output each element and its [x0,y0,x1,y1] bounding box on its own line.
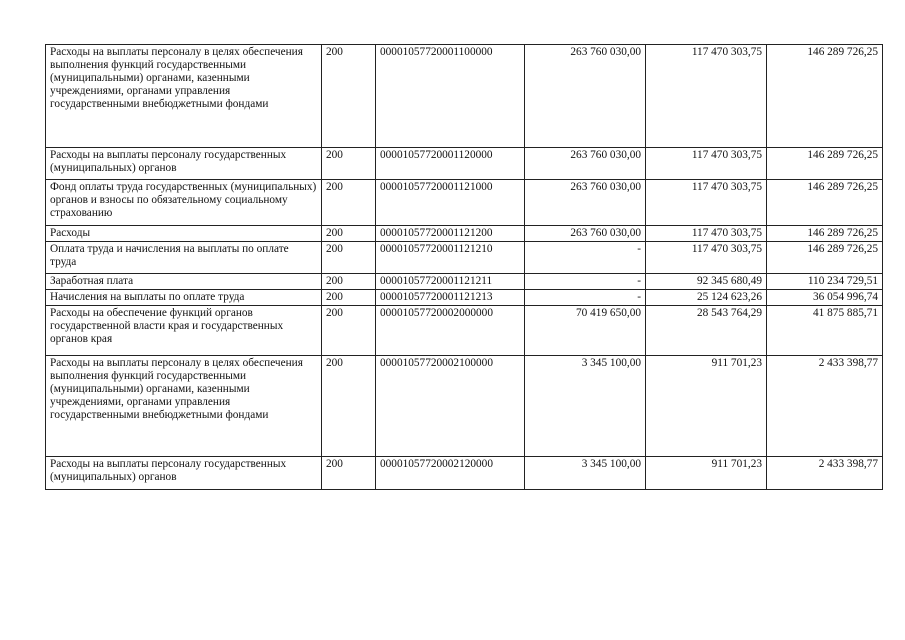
table-row [46,290,883,306]
row-approved: 263 760 030,00 [525,148,646,180]
table-row [46,242,883,274]
row-approved: 3 345 100,00 [525,356,646,457]
row-unexecuted: 146 289 726,25 [767,148,883,180]
row-unexecuted: 41 875 885,71 [767,306,883,356]
row-executed: 117 470 303,75 [646,45,767,148]
row-code: 200 [322,148,376,180]
row-name: Заработная плата [46,274,322,290]
row-kbk: 00001057720001121210 [376,242,525,274]
row-approved: 263 760 030,00 [525,180,646,226]
table-body [46,45,883,490]
row-name: Начисления на выплаты по оплате труда [46,290,322,306]
row-code: 200 [322,180,376,226]
row-kbk: 00001057720001121213 [376,290,525,306]
row-executed: 28 543 764,29 [646,306,767,356]
row-code: 200 [322,356,376,457]
row-kbk: 00001057720001121000 [376,180,525,226]
row-unexecuted: 2 433 398,77 [767,356,883,457]
table-row [46,274,883,290]
row-unexecuted: 2 433 398,77 [767,457,883,490]
row-executed: 911 701,23 [646,356,767,457]
row-kbk: 00001057720002120000 [376,457,525,490]
row-executed: 25 124 623,26 [646,290,767,306]
row-name: Расходы на обеспечение функций органов государственной власти края и государственных органов края [46,306,322,356]
row-code: 200 [322,457,376,490]
row-approved: - [525,290,646,306]
row-kbk: 00001057720001100000 [376,45,525,148]
row-name: Расходы [46,226,322,242]
row-executed: 911 701,23 [646,457,767,490]
row-unexecuted: 146 289 726,25 [767,242,883,274]
row-executed: 92 345 680,49 [646,274,767,290]
row-unexecuted: 36 054 996,74 [767,290,883,306]
row-executed: 117 470 303,75 [646,226,767,242]
row-code: 200 [322,290,376,306]
row-approved: 70 419 650,00 [525,306,646,356]
row-executed: 117 470 303,75 [646,148,767,180]
row-unexecuted: 110 234 729,51 [767,274,883,290]
row-approved: 3 345 100,00 [525,457,646,490]
row-name: Расходы на выплаты персоналу государственных (муниципальных) органов [46,457,322,490]
row-name: Оплата труда и начисления на выплаты по оплате труда [46,242,322,274]
row-name: Расходы на выплаты персоналу в целях обеспечения выполнения функций государственными (муниципальными) органами, казенными учреждениями, органами управления государственными внебюджетными фондами [46,356,322,457]
row-approved: 263 760 030,00 [525,226,646,242]
row-kbk: 00001057720001121211 [376,274,525,290]
row-unexecuted: 146 289 726,25 [767,180,883,226]
table-row [46,356,883,457]
row-kbk: 00001057720001120000 [376,148,525,180]
table-row [46,226,883,242]
row-executed: 117 470 303,75 [646,242,767,274]
row-name: Фонд оплаты труда государственных (муниципальных) органов и взносы по обязательному социальному страхованию [46,180,322,226]
row-executed: 117 470 303,75 [646,180,767,226]
row-name: Расходы на выплаты персоналу в целях обеспечения выполнения функций государственными (муниципальными) органами, казенными учреждениями, органами управления государственными внебюджетными фондами [46,45,322,148]
row-unexecuted: 146 289 726,25 [767,226,883,242]
row-name: Расходы на выплаты персоналу государственных (муниципальных) органов [46,148,322,180]
row-code: 200 [322,306,376,356]
row-unexecuted: 146 289 726,25 [767,45,883,148]
row-kbk: 00001057720001121200 [376,226,525,242]
row-code: 200 [322,226,376,242]
table-row [46,457,883,490]
table-row [46,306,883,356]
table-row [46,45,883,148]
row-code: 200 [322,45,376,148]
row-kbk: 00001057720002000000 [376,306,525,356]
row-approved: 263 760 030,00 [525,45,646,148]
row-code: 200 [322,242,376,274]
budget-execution-table [45,44,883,490]
row-approved: - [525,242,646,274]
row-kbk: 00001057720002100000 [376,356,525,457]
table-row [46,180,883,226]
row-approved: - [525,274,646,290]
table-row [46,148,883,180]
row-code: 200 [322,274,376,290]
